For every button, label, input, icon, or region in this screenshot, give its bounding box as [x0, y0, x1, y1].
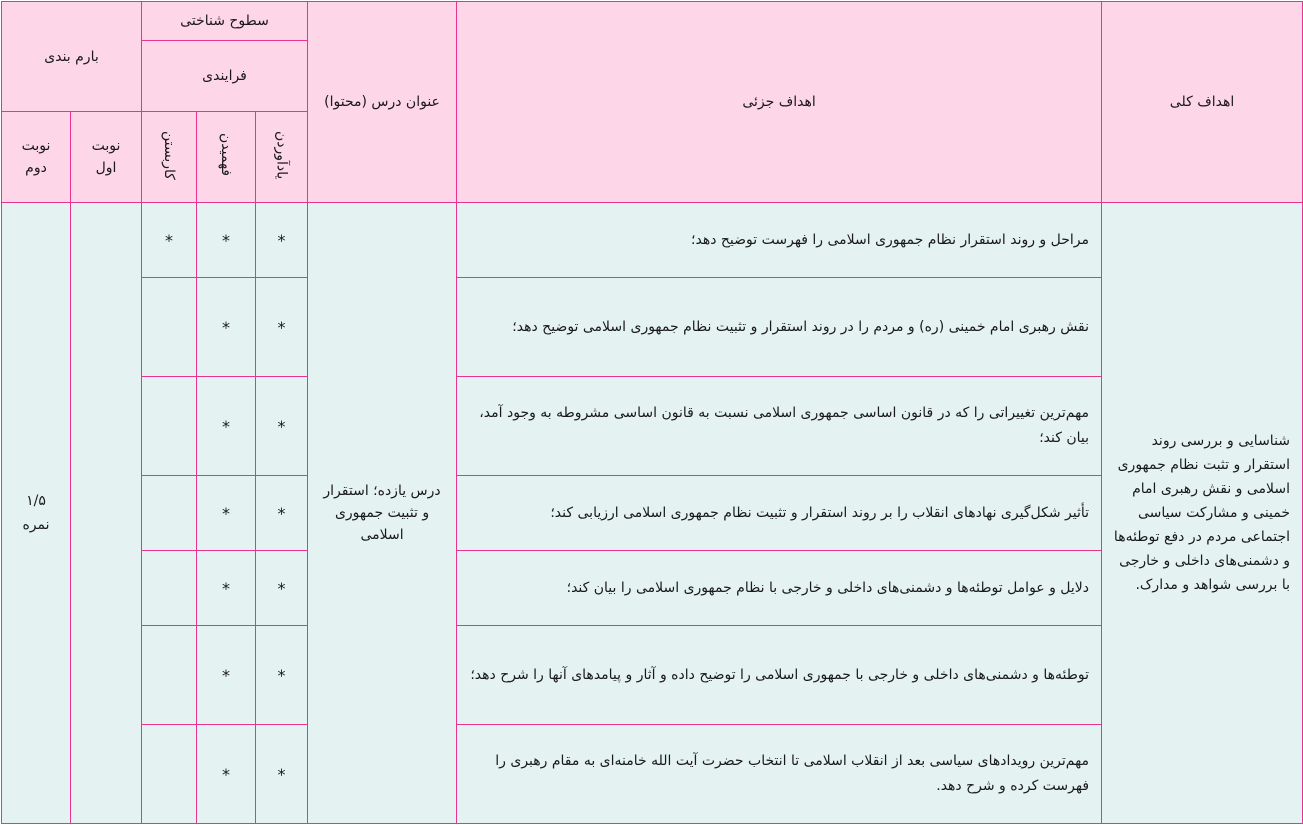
header-scoring: بارم بندی	[2, 2, 142, 112]
header-general-goals: اهداف کلی	[1102, 2, 1303, 203]
first-term-score	[71, 203, 142, 824]
objective-5-understand: *	[197, 551, 256, 626]
objective-2-remember: *	[256, 278, 308, 377]
curriculum-table	[1, 1, 1303, 824]
header-process: فرایندی	[142, 41, 308, 112]
header-specific-goals: اهداف جزئی	[457, 2, 1102, 203]
objective-7-understand: *	[197, 725, 256, 824]
objective-1-remember: *	[256, 203, 308, 278]
objective-7-apply	[142, 725, 197, 824]
objective-6-apply	[142, 626, 197, 725]
objective-1-apply: *	[142, 203, 197, 278]
objective-3-understand: *	[197, 377, 256, 476]
lesson-title: درس یازده؛ استقرار و تثبیت جمهوری اسلامی	[308, 203, 457, 824]
objective-4-understand: *	[197, 476, 256, 551]
objective-4-remember: *	[256, 476, 308, 551]
grade-unit: نمره	[22, 517, 50, 533]
objective-5: دلایل و عوامل توطئه‌ها و دشمنی‌های داخلی و خارجی با نظام جمهوری اسلامی را بیان کند؛	[457, 551, 1102, 626]
grade-value: ۱/۵	[26, 493, 46, 509]
objective-2-understand: *	[197, 278, 256, 377]
objective-3-apply	[142, 377, 197, 476]
objective-1-understand: *	[197, 203, 256, 278]
objective-6: توطئه‌ها و دشمنی‌های داخلی و خارجی با جمهوری اسلامی را توضیح داده و آثار و پیامدهای آنها را شرح دهد؛	[457, 626, 1102, 725]
general-goal: شناسایی و بررسی روند استقرار و تثبت نظام جمهوری اسلامی و نقش رهبری امام خمینی و مشارکت سیاسی اجتماعی مردم در دفع توطئه‌ها و دشمنی‌های داخلی و خارجی با بررسی شواهد و مدارک.	[1102, 203, 1303, 824]
header-cognitive-levels: سطوح شناختی	[142, 2, 308, 41]
header-understand-cell	[197, 112, 256, 203]
objective-7-remember: *	[256, 725, 308, 824]
header-apply: کاربستن	[161, 130, 178, 180]
objective-2-apply	[142, 278, 197, 377]
objective-5-apply	[142, 551, 197, 626]
header-second-term: نوبت دوم	[2, 112, 71, 203]
objective-3-remember: *	[256, 377, 308, 476]
objective-5-remember: *	[256, 551, 308, 626]
objective-4: تأثیر شکل‌گیری نهادهای انقلاب را بر روند استقرار و تثبیت نظام جمهوری اسلامی ارزیابی کند؛	[457, 476, 1102, 551]
objective-3: مهم‌ترین تغییراتی را که در قانون اساسی جمهوری اسلامی نسبت به قانون اساسی مشروطه به وجود آمد، بیان کند؛	[457, 377, 1102, 476]
header-remember-cell	[256, 112, 308, 203]
header-remember: یادآوردن	[273, 130, 290, 180]
objective-6-remember: *	[256, 626, 308, 725]
objective-7: مهم‌ترین رویدادهای سیاسی بعد از انقلاب اسلامی تا انتخاب حضرت آیت الله خامنه‌ای به مقام رهبری را فهرست کرده و شرح دهد.	[457, 725, 1102, 824]
objective-1: مراحل و روند استقرار نظام جمهوری اسلامی را فهرست توضیح دهد؛	[457, 203, 1102, 278]
header-first-term: نوبت اول	[71, 112, 142, 203]
objective-2: نقش رهبری امام خمینی (ره) و مردم را در روند استقرار و تثبیت نظام جمهوری اسلامی توضیح دهد؛	[457, 278, 1102, 377]
header-understand: فهمیدن	[218, 133, 235, 177]
header-apply-cell	[142, 112, 197, 203]
header-lesson-title: عنوان درس (محتوا)	[308, 2, 457, 203]
second-term-score	[2, 203, 71, 824]
objective-6-understand: *	[197, 626, 256, 725]
objective-4-apply	[142, 476, 197, 551]
